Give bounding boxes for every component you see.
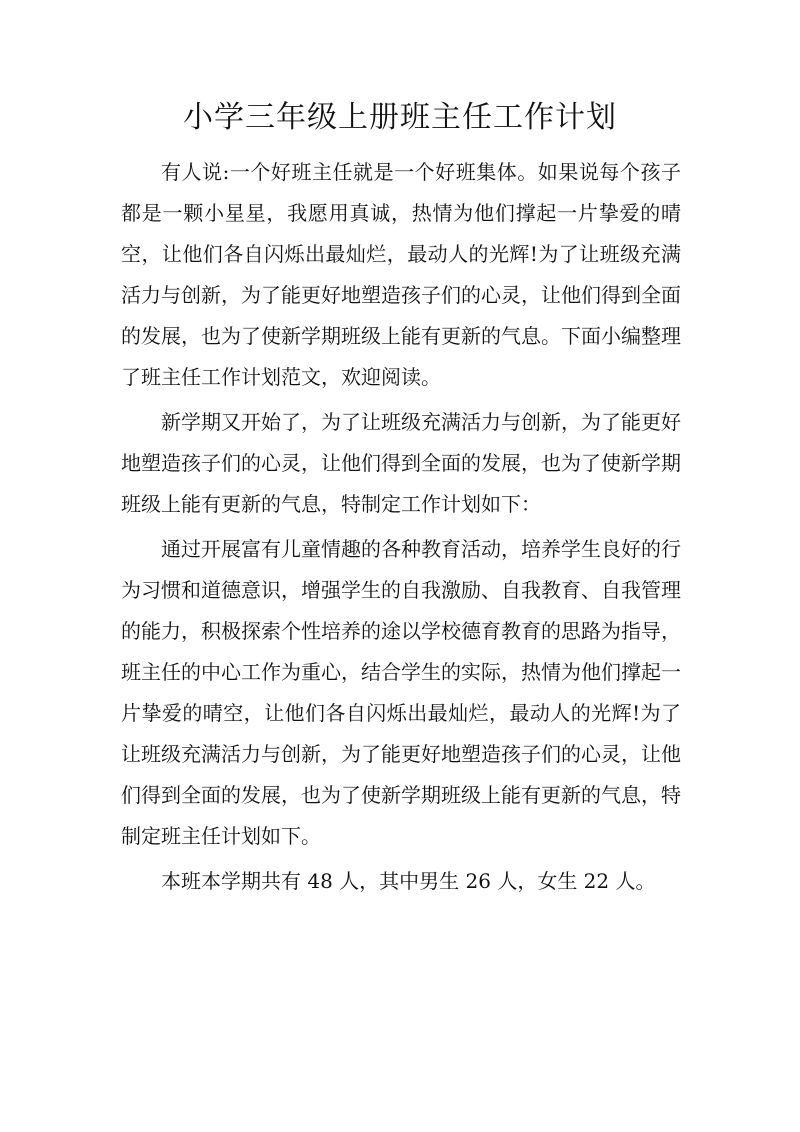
paragraph-new-semester: 新学期又开始了，为了让班级充满活力与创新，为了能更好地塑造孩子们的心灵，让他们得到全面的发展，也为了使新学期班级上能有更新的气息，特制定工作计划如下： bbox=[121, 410, 681, 516]
paragraph-goals: 通过开展富有儿童情趣的各种教育活动，培养学生良好的行为习惯和道德意识，增强学生的自我激励、自我教育、自我管理的能力，积极探索个性培养的途以学校德育教育的思路为指导，班主任的中心工作为重心，结合学生的实际，热情为他们撑起一片挚爱的晴空，让他们各自闪烁出最灿烂，最动人的光辉!为了让班级充满活力与创新，为了能更好地塑造孩子们的心灵，让他们得到全面的发展，也为了使新学期班级上能有更新的气息，特制定班主任计划如下。 bbox=[121, 537, 681, 848]
document-body bbox=[121, 152, 681, 902]
paragraph-class-size: 本班本学期共有 48 人，其中男生 26 人，女生 22 人。 bbox=[161, 869, 656, 893]
document-title: 小学三年级上册班主任工作计划 bbox=[183, 100, 617, 135]
paragraph-intro: 有人说:一个好班主任就是一个好班集体。如果说每个孩子都是一颗小星星，我愿用真诚，热情为他们撑起一片挚爱的晴空，让他们各自闪烁出最灿烂，最动人的光辉!为了让班级充满活力与创新，为了能更好地塑造孩子们的心灵，让他们得到全面的发展，也为了使新学期班级上能有更新的气息。下面小编整理了班主任工作计划范文，欢迎阅读。 bbox=[121, 160, 681, 389]
